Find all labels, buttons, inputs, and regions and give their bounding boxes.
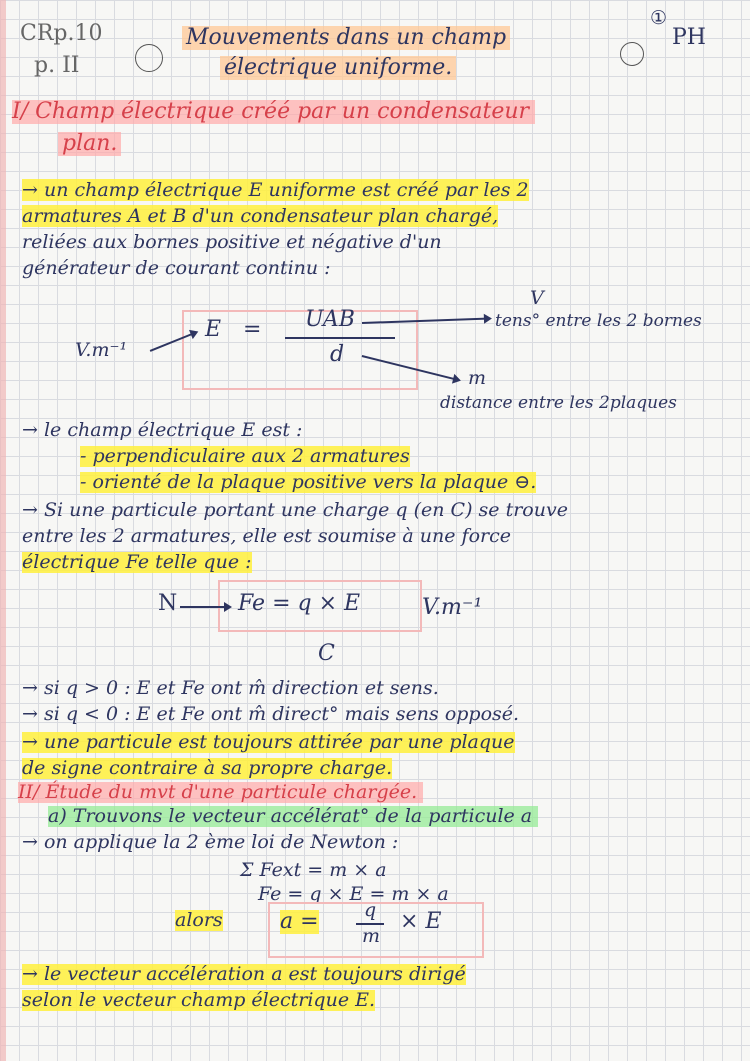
case-line: → si q < 0 : E et Fe ont m̂ direct° mais sens opposé.	[22, 703, 520, 725]
fraction-bar	[285, 337, 395, 339]
formula-E: E	[205, 317, 222, 342]
eq3-rhs: × E	[400, 909, 442, 934]
field-prop: - orienté de la plaque positive vers la plaque ⊖.	[80, 471, 537, 493]
unit-d: m	[468, 367, 487, 389]
intro-line: générateur de courant continu :	[22, 257, 331, 279]
eq3-denominator: m	[362, 925, 381, 947]
force-formula: Fe = q × E	[238, 591, 361, 616]
formula-numerator: UAB	[305, 307, 355, 332]
circle-decoration	[135, 44, 163, 72]
case-line: → si q > 0 : E et Fe ont m̂ direction et sens.	[22, 677, 439, 699]
formula-denominator: d	[330, 342, 345, 367]
intro-line: → un champ électrique E uniforme est créé par les 2	[22, 179, 529, 201]
intro-line: reliées aux bornes positive et négative d'un	[22, 231, 442, 253]
section2-sub-a: a) Trouvons le vecteur accélérat° de la particule a	[48, 806, 538, 827]
margin-line	[0, 0, 6, 1061]
chapter-label: CRp.10	[20, 21, 103, 46]
force-intro-line: → Si une particule portant une charge q (en C) se trouve	[22, 499, 568, 521]
conclusion-line: → le vecteur accélération a est toujours dirigé	[22, 963, 466, 985]
arrow-icon	[180, 606, 230, 608]
force-intro-line: électrique Fe telle que :	[22, 551, 252, 573]
field-prop: - perpendiculaire aux 2 armatures	[80, 445, 410, 467]
equation-2: Fe = q × E = m × a	[258, 883, 449, 905]
note-U: tens° entre les 2 bornes	[495, 311, 702, 331]
note-d: distance entre les 2plaques	[440, 393, 677, 413]
alors-label: alors	[175, 909, 223, 931]
field-intro: → le champ électrique E est :	[22, 419, 303, 441]
circle-decoration	[620, 42, 644, 66]
unit-F: N	[158, 591, 178, 616]
section1-title-cont: plan.	[58, 132, 121, 156]
unit-q: C	[318, 641, 335, 666]
case-line: de signe contraire à sa propre charge.	[22, 757, 393, 779]
equation-1: Σ Fext = m × a	[240, 859, 387, 881]
eq3-numerator: q	[364, 899, 377, 921]
newton-line: → on applique la 2 ème loi de Newton :	[22, 831, 399, 853]
unit-E: V.m⁻¹	[75, 339, 128, 361]
part-label: p. II	[34, 53, 80, 78]
force-intro-line: entre les 2 armatures, elle est soumise à une force	[22, 525, 511, 547]
eq3-lhs: a =	[280, 909, 319, 934]
case-line: → une particule est toujours attirée par une plaque	[22, 731, 515, 753]
intro-line: armatures A et B d'un condensateur plan chargé,	[22, 205, 499, 227]
section2-title: II/ Étude du mvt d'une particule chargée.	[18, 782, 423, 803]
section1-title: I/ Champ électrique créé par un condensateur	[12, 100, 535, 124]
page-number: ①	[650, 7, 668, 29]
subject-label: PH	[672, 25, 706, 50]
unit-E-force: V.m⁻¹	[422, 595, 483, 620]
title-line2: électrique uniforme.	[220, 56, 456, 80]
formula-equals: =	[243, 317, 262, 342]
conclusion-line: selon le vecteur champ électrique E.	[22, 989, 376, 1011]
title-line1: Mouvements dans un champ	[182, 26, 510, 50]
unit-U: V	[530, 287, 544, 309]
